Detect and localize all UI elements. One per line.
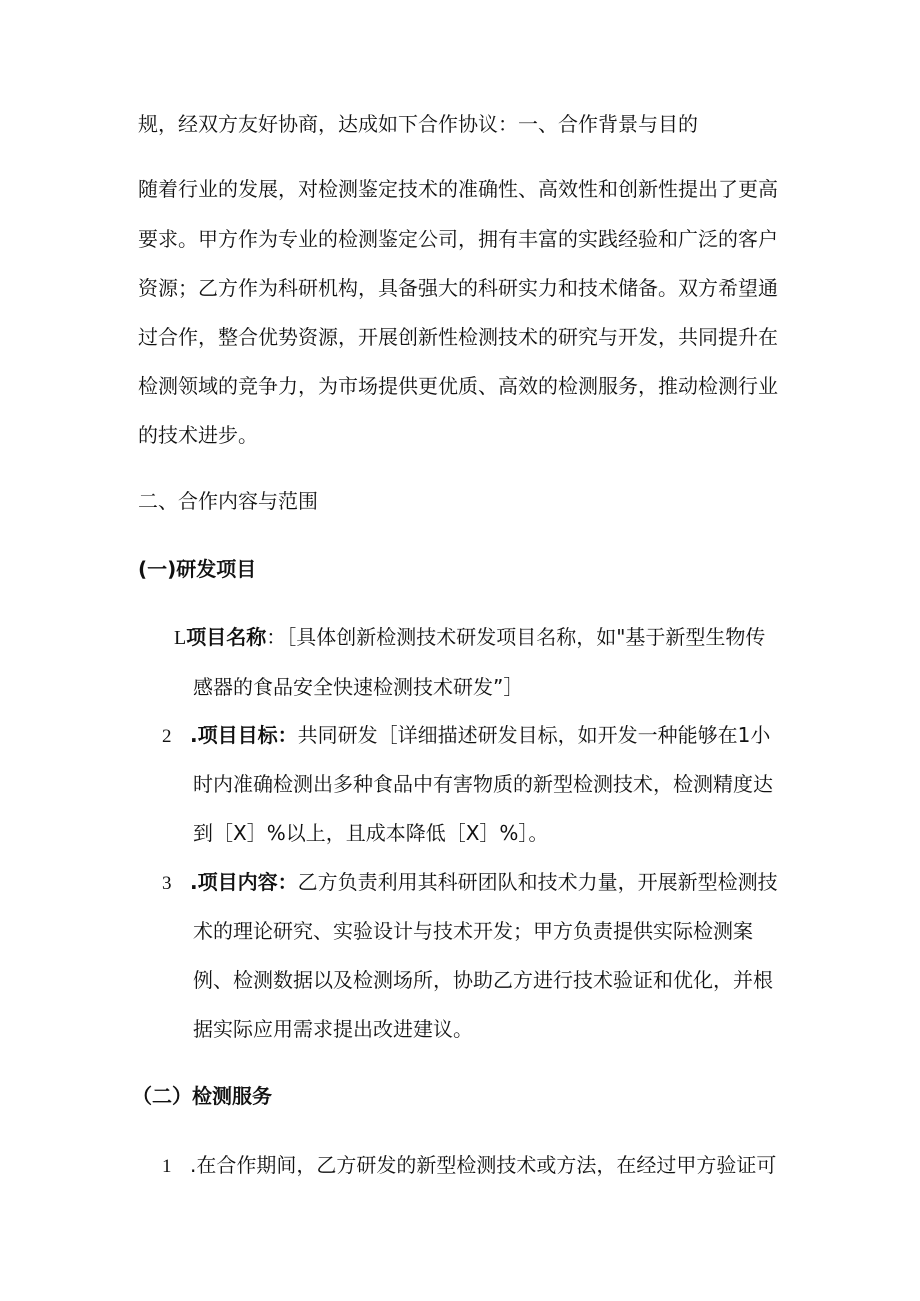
list-marker: L (174, 627, 187, 649)
subsection-1-heading: (一)研发项目 (138, 557, 257, 581)
background-line-5: 检测领域的竞争力，为市场提供更优质、高效的检测服务，推动检测行业 (138, 374, 778, 398)
list-number: 3 (162, 873, 172, 894)
item-label: .项目内容： (190, 870, 298, 894)
list-number: 2 (162, 726, 172, 747)
list-item-testing-service (162, 1152, 776, 1180)
list-item-project-content (162, 869, 778, 897)
item-text: 共同研发［详细描述研发目标，如开发一种能够在1小 (297, 723, 771, 747)
list-item-project-content-cont-3: 据实际应用需求提出改进建议。 (193, 1017, 473, 1041)
section-2-heading: 二、合作内容与范围 (138, 489, 318, 513)
background-line-6: 的技术进步。 (138, 423, 258, 447)
background-line-4: 过合作，整合优势资源，开展创新性检测技术的研究与开发，共同提升在 (138, 325, 778, 349)
list-item-project-name-cont: 感器的食品安全快速检测技术研发”］ (193, 675, 524, 699)
item-text: .在合作期间，乙方研发的新型检测技术或方法，在经过甲方验证可 (190, 1153, 777, 1177)
list-item-project-content-cont-2: 例、检测数据以及检测场所，协助乙方进行技术验证和优化，并根 (193, 968, 773, 992)
background-line-3: 资源；乙方作为科研机构，具备强大的科研实力和技术储备。双方希望通 (138, 276, 778, 300)
item-text: ：［具体创新检测技术研发项目名称，如"基于新型生物传 (266, 625, 766, 649)
list-item-project-goal-cont-1: 时内准确检测出多种食品中有害物质的新型检测技术，检测精度达 (193, 772, 773, 796)
list-item-project-goal-cont-2: 到［X］%以上，且成本降低［X］%］。 (193, 821, 549, 845)
list-item-project-name (174, 624, 765, 651)
item-label: .项目目标： (190, 723, 298, 747)
subsection-2-heading: （二）检测服务 (132, 1084, 272, 1108)
item-label: 项目名称 (186, 625, 267, 649)
intro-line: 规，经双方友好协商，达成如下合作协议：一、合作背景与目的 (138, 112, 698, 136)
background-line-1: 随着行业的发展，对检测鉴定技术的准确性、高效性和创新性提出了更高 (138, 177, 778, 201)
list-item-project-goal (162, 722, 770, 750)
list-item-project-content-cont-1: 术的理论研究、实验设计与技术开发；甲方负责提供实际检测案 (193, 919, 753, 943)
list-number: 1 (162, 1156, 172, 1177)
background-line-2: 要求。甲方作为专业的检测鉴定公司，拥有丰富的实践经验和广泛的客户 (138, 227, 778, 251)
item-text: 乙方负责利用其科研团队和技术力量，开展新型检测技 (297, 870, 778, 894)
